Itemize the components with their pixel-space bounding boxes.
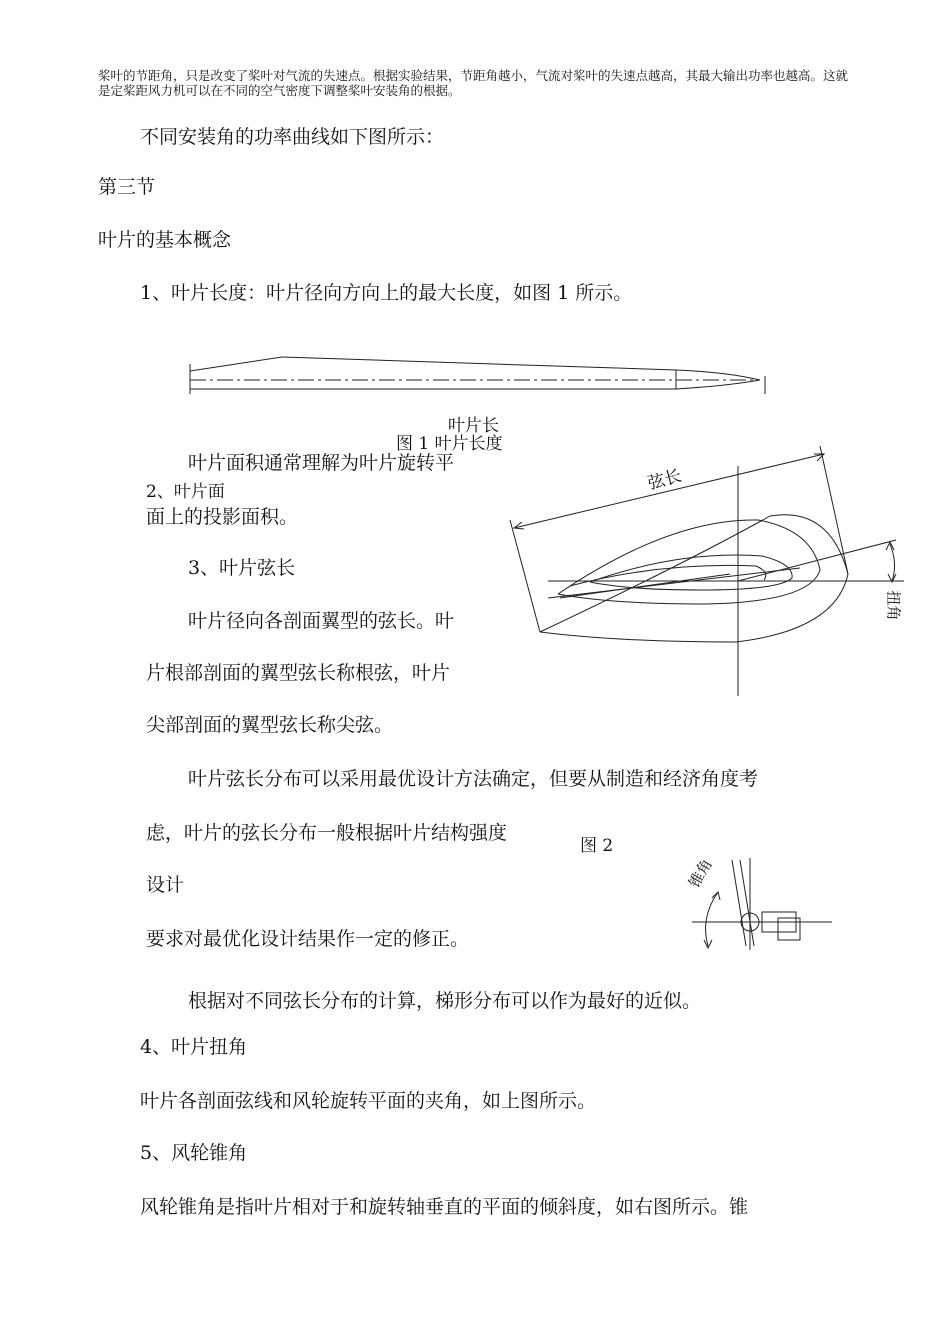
fig2-caption: 图 2: [580, 836, 614, 856]
section-title: 叶片的基本概念: [98, 229, 232, 251]
fig2-chord-label: 弦长: [645, 465, 684, 495]
item3-para2-line2: 虑，叶片的弦长分布一般根据叶片结构强度: [146, 822, 508, 844]
item3-para2-line3: 设计: [146, 874, 185, 896]
item5-text: 风轮锥角是指叶片相对于和旋转轴垂直的平面的倾斜度，如右图所示。锥: [140, 1196, 749, 1218]
item3-para2-line4: 要求对最优化设计结果作一定的修正。: [146, 928, 470, 950]
chord-twist-figure: [500, 446, 920, 700]
section-number: 第三节: [98, 176, 156, 198]
item3-heading: 3、叶片弦长: [188, 557, 296, 579]
item5-heading: 5、风轮锥角: [140, 1142, 248, 1164]
item1-text: 1、叶片长度：叶片径向方向上的最大长度，如图 1 所示。: [140, 282, 633, 304]
item4-text: 叶片各剖面弦线和风轮旋转平面的夹角，如上图所示。: [140, 1090, 597, 1112]
item3-line1: 叶片径向各剖面翼型的弦长。叶: [188, 610, 455, 632]
item4-heading: 4、叶片扭角: [140, 1036, 248, 1058]
item3-para2-line1: 叶片弦长分布可以采用最优设计方法确定，但要从制造和经济角度考: [188, 768, 759, 790]
item2-line2: 面上的投影面积。: [146, 506, 299, 528]
fig1-length-label: 叶片长: [448, 416, 499, 436]
intro-paragraph: 桨叶的节距角，只是改变了桨叶对气流的失速点。根据实验结果，节距角越小，气流对桨叶的失速点越高，其最大输出功率也越高。这就是定桨距风力机可以在不同的空气密度下调整桨叶安装角的根据。: [98, 68, 849, 98]
item3-line3: 尖部剖面的翼型弦长称尖弦。: [146, 714, 394, 736]
fig1-caption: 图 1 叶片长度: [396, 434, 503, 454]
item3-line2: 片根部剖面的翼型弦长称根弦，叶片: [146, 662, 451, 684]
curve-note: 不同安装角的功率曲线如下图所示：: [140, 126, 445, 148]
fig3-cone-label: 锥角: [685, 855, 716, 891]
item3-para3: 根据对不同弦长分布的计算，梯形分布可以作为最好的近似。: [188, 990, 702, 1012]
item2-line1: 叶片面积通常理解为叶片旋转平: [188, 452, 455, 474]
item2-heading: 2、叶片面: [146, 482, 225, 502]
blade-length-figure: [186, 352, 776, 402]
fig2-twist-label: 扭角: [884, 590, 903, 621]
